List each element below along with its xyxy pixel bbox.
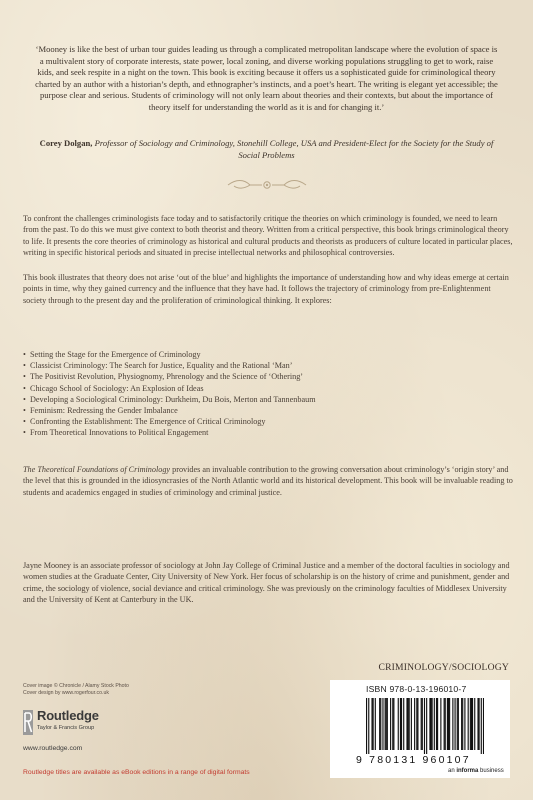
barcode-bar xyxy=(422,698,423,750)
author-bio xyxy=(23,560,513,606)
cover-design-credit: Cover design by www.rogerfour.co.uk xyxy=(23,690,109,696)
topics-list xyxy=(23,349,443,439)
decorative-flourish-icon xyxy=(226,178,308,192)
barcode-bar xyxy=(385,698,386,750)
description-paragraph-1 xyxy=(23,213,513,259)
barcode-bar xyxy=(430,698,431,750)
barcode-bar xyxy=(474,698,475,750)
list-item: • The Positivist Revolution, Physiognomy, Phrenology and the Science of ‘Othering’ xyxy=(23,371,443,382)
barcode-bar xyxy=(449,698,450,750)
barcode-bar xyxy=(368,698,369,754)
barcode-bar xyxy=(424,698,425,754)
barcode-bar xyxy=(472,698,473,750)
barcode-bar xyxy=(452,698,453,750)
barcode-bar xyxy=(444,698,445,750)
barcode-bar xyxy=(373,698,374,750)
barcode-icon xyxy=(366,698,484,754)
subject-category: CRIMINOLOGY/SOCIOLOGY xyxy=(378,662,509,673)
barcode-bar xyxy=(387,698,388,750)
book-title-reference: The Theoretical Foundations of Criminology xyxy=(23,465,171,474)
paragraph-text: To confront the challenges criminologists face today and to satisfactorily critique the theories on which criminology is founded, we need to learn from the past. To do this we must give context to both theorist and theory. Written from a critical perspective, this book brings criminological theory to life. It presents the core theories of criminology as historical and cultural products and theorists as producers of culture located in particular places, writing in specific historical periods and situated in precise intellectual networks and philosophical controversies. xyxy=(23,214,513,258)
barcode-bar xyxy=(477,698,478,750)
barcode-bar xyxy=(380,698,381,750)
barcode-bar xyxy=(479,698,480,750)
barcode-bar xyxy=(468,698,469,750)
barcode-bar xyxy=(379,698,380,750)
endorsement-quote: ‘Mooney is like the best of urban tour guides leading us through a complicated metropolitan landscape where the evolution of space is a multivalent story of corporate interests, state power, local zoning, and diverse working populations struggling to get to work, raise kids, and seek respite in a night on the town. This book is exciting because it offers us a sophisticated guide for criminological theory charted by an author with a historian’s depth, and ethnographer’s instincts, and a poet’s heart. The writing is elegant yet accessible; the purpose clear and serious. Students of criminology will not only learn about theories and their contexts, but about the importance of theory itself for understanding the world as it is and for changing it.’ xyxy=(35,44,498,112)
barcode-bar xyxy=(426,698,427,754)
endorser-name: Corey Dolgan, xyxy=(39,138,93,148)
barcode-bar xyxy=(421,698,422,750)
cover-image-credit: Cover image © Chronicle / Alamy Stock Photo xyxy=(23,683,129,689)
barcode-bar xyxy=(432,698,433,750)
ebook-availability-note: Routledge titles are available as eBook editions in a range of digital formats xyxy=(23,769,250,776)
list-item: • Feminism: Redressing the Gender Imbalance xyxy=(23,405,443,416)
publisher-group: Taylor & Francis Group xyxy=(37,725,95,731)
publisher-logo xyxy=(23,708,133,740)
barcode-bar xyxy=(406,698,407,750)
barcode-bar xyxy=(464,698,465,750)
barcode-bar xyxy=(390,698,391,750)
endorsement-attribution xyxy=(35,138,498,161)
barcode-bar xyxy=(455,698,456,750)
barcode-bar xyxy=(462,698,463,750)
publisher-website: www.routledge.com xyxy=(23,745,83,752)
barcode-bar xyxy=(470,698,471,750)
barcode-bar xyxy=(458,698,459,750)
barcode-bar xyxy=(375,698,376,750)
barcode-bar xyxy=(445,698,446,750)
barcode-bar xyxy=(371,698,372,750)
informa-business-note: an informa business xyxy=(448,768,504,774)
barcode-bar xyxy=(403,698,404,750)
barcode-bar xyxy=(409,698,410,750)
barcode-bar xyxy=(366,698,367,754)
barcode-bar xyxy=(401,698,402,750)
barcode-bar xyxy=(481,698,482,754)
list-item: • Chicago School of Sociology: An Explosion of Ideas xyxy=(23,383,443,394)
barcode-bar xyxy=(411,698,412,750)
barcode-digits: 9 780131 960107 xyxy=(356,754,471,766)
description-paragraph-3 xyxy=(23,464,513,498)
paragraph-text: Jayne Mooney is an associate professor of sociology at John Jay College of Criminal Justice and a member of the doctoral faculties in sociology and women studies at the Graduate Center, City University of New York. Her focus of scholarship is on the history of crime and punishment, gender and crime, the sociology of violence, social deviance and critical criminology. She was previously on the criminology faculties of Middlesex University and the University of Kent at Canterbury in the UK. xyxy=(23,561,510,605)
barcode-bar xyxy=(400,698,401,750)
barcode-bar xyxy=(382,698,383,750)
list-item: • From Theoretical Innovations to Political Engagement xyxy=(23,427,443,438)
paragraph-text: provides an invaluable contribution to the growing conversation about criminology’s ‘origin story’ and the level that this is grounded in the idiosyncrasies of the North Atlantic world and its historical development. This book will be invaluable reading to students and academics engaged in studies of criminology and criminal justice. xyxy=(23,465,513,497)
barcode-bar xyxy=(392,698,393,750)
barcode-bar xyxy=(393,698,394,750)
paragraph-text: This book illustrates that theory does not arise ‘out of the blue’ and highlights the importance of understanding how and why ideas emerge at certain points in time, why they gained currency and the influence that they have had. It follows the trajectory of criminology from pre-Enlightenment society through to the present day and the proliferation of criminological thinking. It explores: xyxy=(23,273,509,305)
isbn-number: ISBN 978-0-13-196010-7 xyxy=(366,684,467,694)
list-item: • Developing a Sociological Criminology: Durkheim, Du Bois, Merton and Tannenbaum xyxy=(23,394,443,405)
barcode-bar xyxy=(436,698,437,750)
barcode-bar xyxy=(398,698,399,750)
barcode-bar xyxy=(434,698,435,750)
barcode-bar xyxy=(440,698,441,750)
routledge-r-icon xyxy=(23,710,33,735)
barcode-bar xyxy=(417,698,418,750)
barcode-bar xyxy=(414,698,415,750)
barcode-bar xyxy=(408,698,409,750)
barcode-bar xyxy=(457,698,458,750)
publisher-name: Routledge xyxy=(37,708,99,723)
list-item: • Confronting the Establishment: The Emergence of Critical Criminology xyxy=(23,416,443,427)
barcode-bar xyxy=(416,698,417,750)
barcode-bar xyxy=(471,698,472,750)
cover-credits xyxy=(23,683,129,697)
description-paragraph-2 xyxy=(23,272,513,306)
barcode-bar xyxy=(447,698,448,750)
barcode-bar xyxy=(483,698,484,754)
isbn-barcode-panel xyxy=(330,680,510,778)
list-item: • Setting the Stage for the Emergence of Criminology xyxy=(23,349,443,360)
barcode-bar xyxy=(437,698,438,750)
barcode-bar xyxy=(386,698,387,750)
barcode-bar xyxy=(448,698,449,750)
barcode-bar xyxy=(461,698,462,750)
list-item: • Classicist Criminology: The Search for Justice, Equality and the Rational ‘Man’ xyxy=(23,360,443,371)
barcode-bar xyxy=(429,698,430,750)
endorser-role: Professor of Sociology and Criminology, Stonehill College, USA and President-Elect for the Society for the Study of Social Problems xyxy=(94,138,494,160)
